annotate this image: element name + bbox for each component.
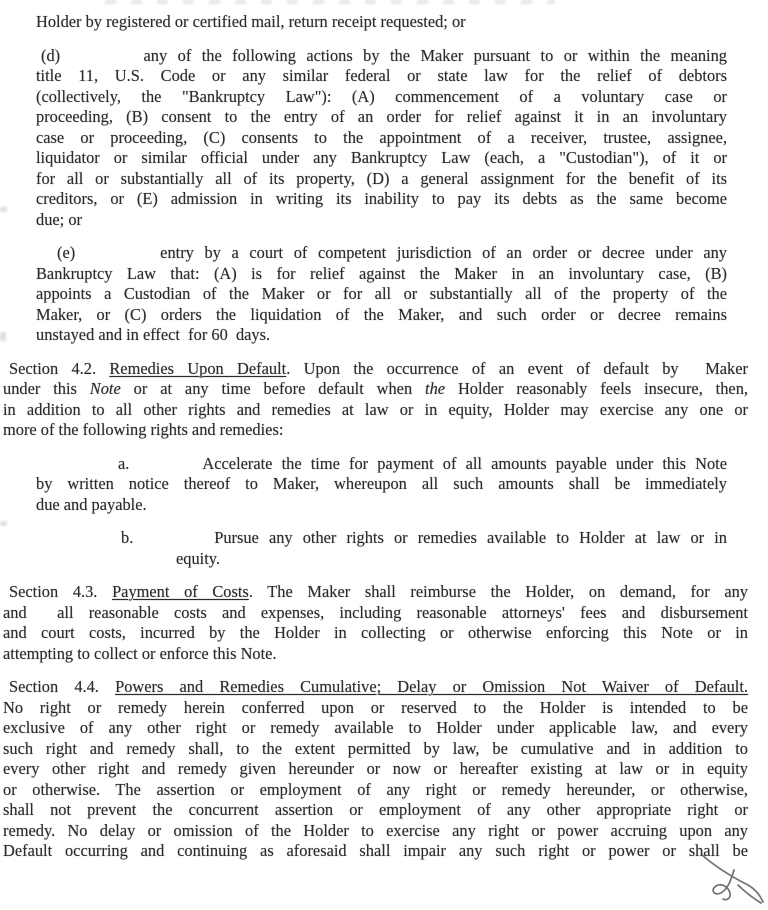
remedy-item-b-pursue — [121, 528, 727, 569]
text-line — [36, 87, 727, 108]
text-run: (collectively, the "Bankruptcy Law"): (A) commencement of a voluntary case or — [36, 86, 727, 106]
text-line — [3, 359, 748, 380]
text-run: by written notice thereof to Maker, whereupon all such amounts shall be immediately — [36, 474, 727, 493]
text-line — [3, 718, 748, 739]
text-run: creditors, or (E) admission in writing its inability to pay its debts as the same become — [36, 189, 727, 208]
text-run: case or proceeding, (C) consents to the appointment of a receiver, trustee, assignee, — [36, 127, 727, 147]
text-run: such right and remedy shall, to the extent permitted by law, be cumulative and in addition to — [3, 738, 748, 758]
paragraph-d-bankruptcy-events — [36, 46, 727, 231]
text-run: a. Accelerate the time for payment of all amounts payable under this Note — [118, 453, 727, 473]
text-run: and all reasonable costs and expenses, including reasonable attorneys' fees and disbursement — [3, 602, 748, 622]
underlined-text: Powers and Remedies Cumulative; Delay or Omission Not Waiver of Default. — [115, 677, 748, 696]
text-run: or otherwise. The assertion or employment of any right or remedy hereunder, or otherwise, — [3, 779, 748, 799]
text-run: due; or — [36, 209, 82, 229]
text-line — [36, 46, 727, 67]
paragraph-notice-continuation — [36, 12, 727, 33]
text-run: Maker, or (C) orders the liquidation of the Maker, and such order or decree remains — [36, 304, 727, 324]
text-line — [36, 243, 727, 264]
text-line — [36, 128, 727, 149]
text-run: equity. — [176, 548, 221, 568]
text-line — [3, 644, 748, 665]
text-line — [3, 582, 748, 603]
document-text-body — [0, 12, 768, 862]
text-line — [36, 66, 727, 87]
text-line — [36, 169, 727, 190]
text-run: in addition to all other rights and remedies at law or in equity, Holder may exercise any one or — [3, 399, 748, 419]
remedy-item-a-accelerate — [36, 454, 727, 516]
underlined-text: Payment of Costs — [112, 582, 249, 601]
text-line — [3, 821, 748, 842]
text-run: (d) any of the following actions by the Maker pursuant to or within the meaning — [41, 45, 727, 65]
italic-text: the — [425, 379, 446, 398]
text-line — [3, 400, 748, 421]
text-line — [3, 420, 748, 441]
italic-text: Note — [89, 379, 121, 398]
text-run: liquidator or similar official under any Bankruptcy Law (each, a "Custodian"), of it or — [36, 148, 727, 167]
scan-artifact-top-edge — [105, 0, 555, 4]
text-run: Section 4.3. — [9, 582, 113, 601]
text-line — [36, 107, 727, 128]
text-line — [36, 454, 727, 475]
text-run: . Upon the occurrence of an event of default by Maker — [286, 358, 748, 378]
text-line — [3, 841, 748, 862]
text-run: unstayed and in effect for 60 days. — [36, 325, 271, 344]
text-line — [3, 780, 748, 801]
text-run: No right or remedy herein conferred upon or reserved to the Holder is intended to be — [3, 697, 748, 717]
text-run: Section 4.2. — [9, 358, 110, 378]
text-line — [36, 264, 727, 285]
text-line — [3, 739, 748, 760]
text-run: under this — [3, 379, 90, 398]
text-run: proceeding, (B) consent to the entry of an order for relief against it in an involuntary — [36, 107, 727, 126]
handwritten-mark — [690, 843, 768, 908]
text-line — [3, 800, 748, 821]
text-run: Bankruptcy Law that: (A) is for relief against the Maker in an involuntary case, (B) — [36, 263, 727, 283]
text-run: due and payable. — [36, 494, 147, 514]
text-run: appoints a Custodian of the Maker or for all or substantially all of the property of the — [36, 284, 727, 303]
text-run: (e) entry by a court of competent jurisdiction of an order or decree under any — [57, 243, 727, 262]
text-line — [36, 148, 727, 169]
text-run: title 11, U.S. Code or any similar federal or state law for the relief of debtors — [36, 66, 727, 85]
text-line — [36, 210, 727, 231]
text-run: for all or substantially all of its property, (D) a general assignment for the benefit of its — [36, 168, 727, 188]
text-line — [3, 759, 748, 780]
text-line — [36, 189, 727, 210]
text-run: b. Pursue any other rights or remedies available to Holder at law or in — [121, 528, 727, 547]
text-line — [121, 528, 727, 549]
text-run: Holder reasonably feels insecure, then, — [445, 379, 749, 398]
text-line — [36, 474, 727, 495]
text-run: exclusive of any other right or remedy available to Holder under applicable law, and every — [3, 718, 748, 737]
section-4-2-remedies-upon-default — [3, 359, 748, 441]
paragraph-e-court-order — [36, 243, 727, 346]
text-line — [36, 325, 727, 346]
text-line — [36, 284, 727, 305]
text-line — [36, 305, 727, 326]
text-line — [176, 549, 727, 570]
text-run: more of the following rights and remedies: — [3, 420, 284, 439]
section-4-4-powers-and-remedies-cumulative — [3, 677, 748, 862]
text-run: remedy. No delay or omission of the Holder to exercise any right or power accruing upon any — [3, 820, 748, 840]
text-line — [3, 623, 748, 644]
text-line — [36, 12, 727, 33]
section-4-3-payment-of-costs — [3, 582, 748, 664]
text-run: attempting to collect or enforce this Note. — [3, 643, 277, 663]
text-line — [3, 379, 748, 400]
text-line — [3, 698, 748, 719]
underlined-text: Remedies Upon Default — [109, 358, 287, 378]
text-line — [36, 495, 727, 516]
text-run: Default occurring and continuing as aforesaid shall impair any such right or power or shall be — [3, 841, 748, 860]
text-run: and court costs, incurred by the Holder in collecting or otherwise enforcing this Note or in — [3, 623, 748, 642]
text-run: . The Maker shall reimburse the Holder, on demand, for any — [248, 582, 748, 601]
text-line — [3, 677, 748, 698]
text-line — [3, 603, 748, 624]
text-run: or at any time before default when — [120, 379, 426, 398]
text-run: Section 4.4. — [9, 677, 116, 696]
text-run: Holder by registered or certified mail, return receipt requested; or — [36, 12, 466, 31]
text-run: shall not prevent the concurrent assertion or employment of any other appropriate right or — [3, 800, 748, 819]
text-run: every other right and remedy given hereunder or now or hereafter existing at law or in equity — [3, 759, 748, 778]
